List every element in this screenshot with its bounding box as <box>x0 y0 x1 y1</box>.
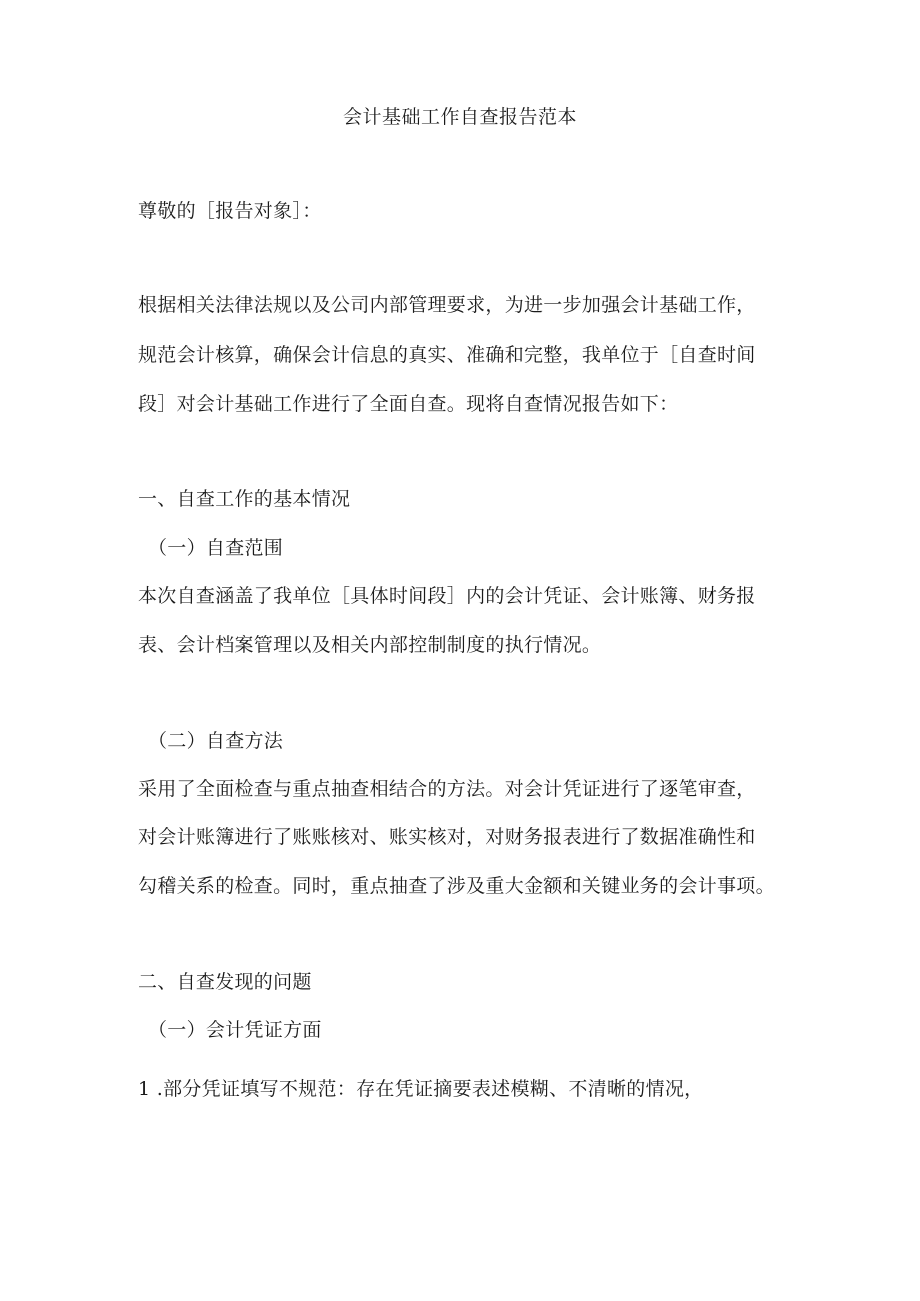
section-1-sub-2-line-1: 采用了全面检查与重点抽查相结合的方法。对会计凭证进行了逐笔审查， <box>138 778 756 800</box>
section-2-sub-1-item-1: 1 .部分凭证填写不规范：存在凭证摘要表述模糊、不清晰的情况， <box>138 1078 704 1100</box>
document-title: 会计基础工作自查报告范本 <box>342 106 577 128</box>
section-1-heading: 一、自查工作的基本情况 <box>138 488 351 510</box>
section-1-sub-2-line-2: 对会计账簿进行了账账核对、账实核对，对财务报表进行了数据准确性和 <box>138 826 756 848</box>
salutation: 尊敬的［报告对象］： <box>138 200 322 222</box>
section-1-sub-1-line-2: 表、会计档案管理以及相关内部控制制度的执行情况。 <box>138 634 602 656</box>
section-1-sub-1-line-1: 本次自查涵盖了我单位［具体时间段］内的会计凭证、会计账簿、财务报 <box>138 585 756 607</box>
section-2-sub-1-heading: （一）会计凭证方面 <box>148 1019 322 1041</box>
section-2-heading: 二、自查发现的问题 <box>138 971 312 993</box>
section-1-sub-2-heading: （二）自查方法 <box>148 730 284 752</box>
intro-line-3: 段］对会计基础工作进行了全面自查。现将自查情况报告如下： <box>138 393 679 415</box>
section-1-sub-1-heading: （一）自查范围 <box>148 537 284 559</box>
section-1-sub-2-line-3: 勾稽关系的检查。同时，重点抽查了涉及重大金额和关键业务的会计事项。 <box>138 875 775 897</box>
intro-line-2: 规范会计核算，确保会计信息的真实、准确和完整，我单位于［自查时间 <box>138 344 756 366</box>
intro-line-1: 根据相关法律法规以及公司内部管理要求，为进一步加强会计基础工作， <box>138 294 756 316</box>
